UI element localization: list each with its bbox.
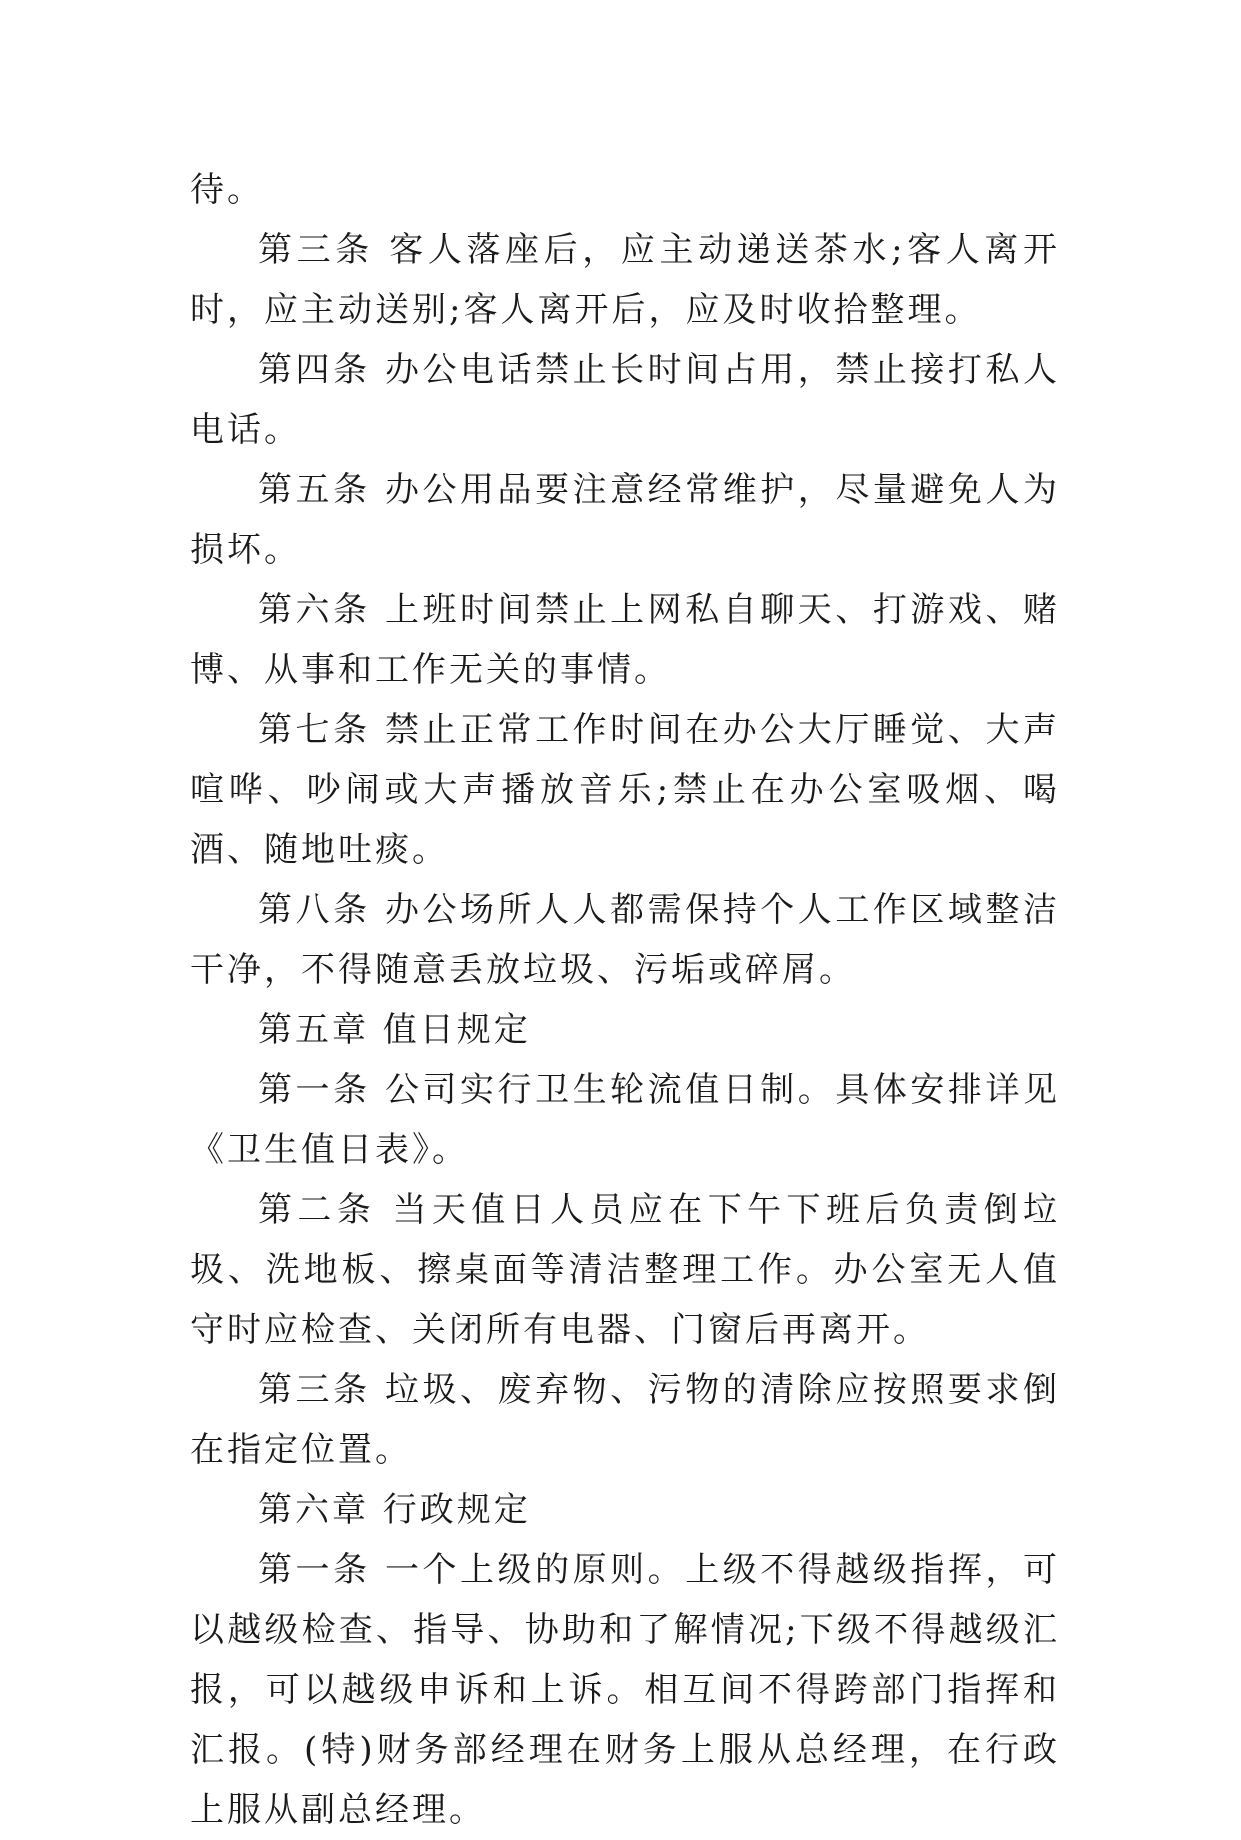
paragraph-duty-article-2: 第二条 当天值日人员应在下午下班后负责倒垃圾、洗地板、擦桌面等清洁整理工作。办公室无人值守时应检查、关闭所有电器、门窗后再离开。: [190, 1190, 1060, 1350]
paragraph-article-7-conduct: 第七条 禁止正常工作时间在办公大厅睡觉、大声喧哗、吵闹或大声播放音乐;禁止在办公室吸烟、喝酒、随地吐痰。: [190, 710, 1060, 870]
paragraph-article-6-internet: 第六条 上班时间禁止上网私自聊天、打游戏、赌博、从事和工作无关的事情。: [190, 590, 1060, 690]
paragraph-article-3-guests: 第三条 客人落座后，应主动递送茶水;客人离开时，应主动送别;客人离开后，应及时收拾整理。: [190, 230, 1060, 330]
paragraph-continuation: 待。: [190, 170, 264, 210]
paragraph-article-8-cleanliness: 第八条 办公场所人人都需保持个人工作区域整洁干净，不得随意丢放垃圾、污垢或碎屑。: [190, 890, 1060, 990]
chapter-heading-duty: 第五章 值日规定: [258, 1010, 531, 1050]
paragraph-article-4-phone: 第四条 办公电话禁止长时间占用，禁止接打私人电话。: [190, 350, 1060, 450]
paragraph-article-5-supplies: 第五条 办公用品要注意经常维护，尽量避免人为损坏。: [190, 470, 1060, 570]
paragraph-duty-article-1: 第一条 公司实行卫生轮流值日制。具体安排详见《卫生值日表》。: [190, 1070, 1060, 1170]
paragraph-duty-article-3: 第三条 垃圾、废弃物、污物的清除应按照要求倒在指定位置。: [190, 1370, 1060, 1470]
paragraph-admin-article-1: 第一条 一个上级的原则。上级不得越级指挥，可以越级检查、指导、协助和了解情况;下级不得越级汇报，可以越级申诉和上诉。相互间不得跨部门指挥和汇报。(特)财务部经理在财务上服从总经理，在行政上服从副总经理。: [190, 1550, 1060, 1830]
chapter-heading-administration: 第六章 行政规定: [258, 1490, 531, 1530]
document-body: [190, 160, 1060, 1840]
